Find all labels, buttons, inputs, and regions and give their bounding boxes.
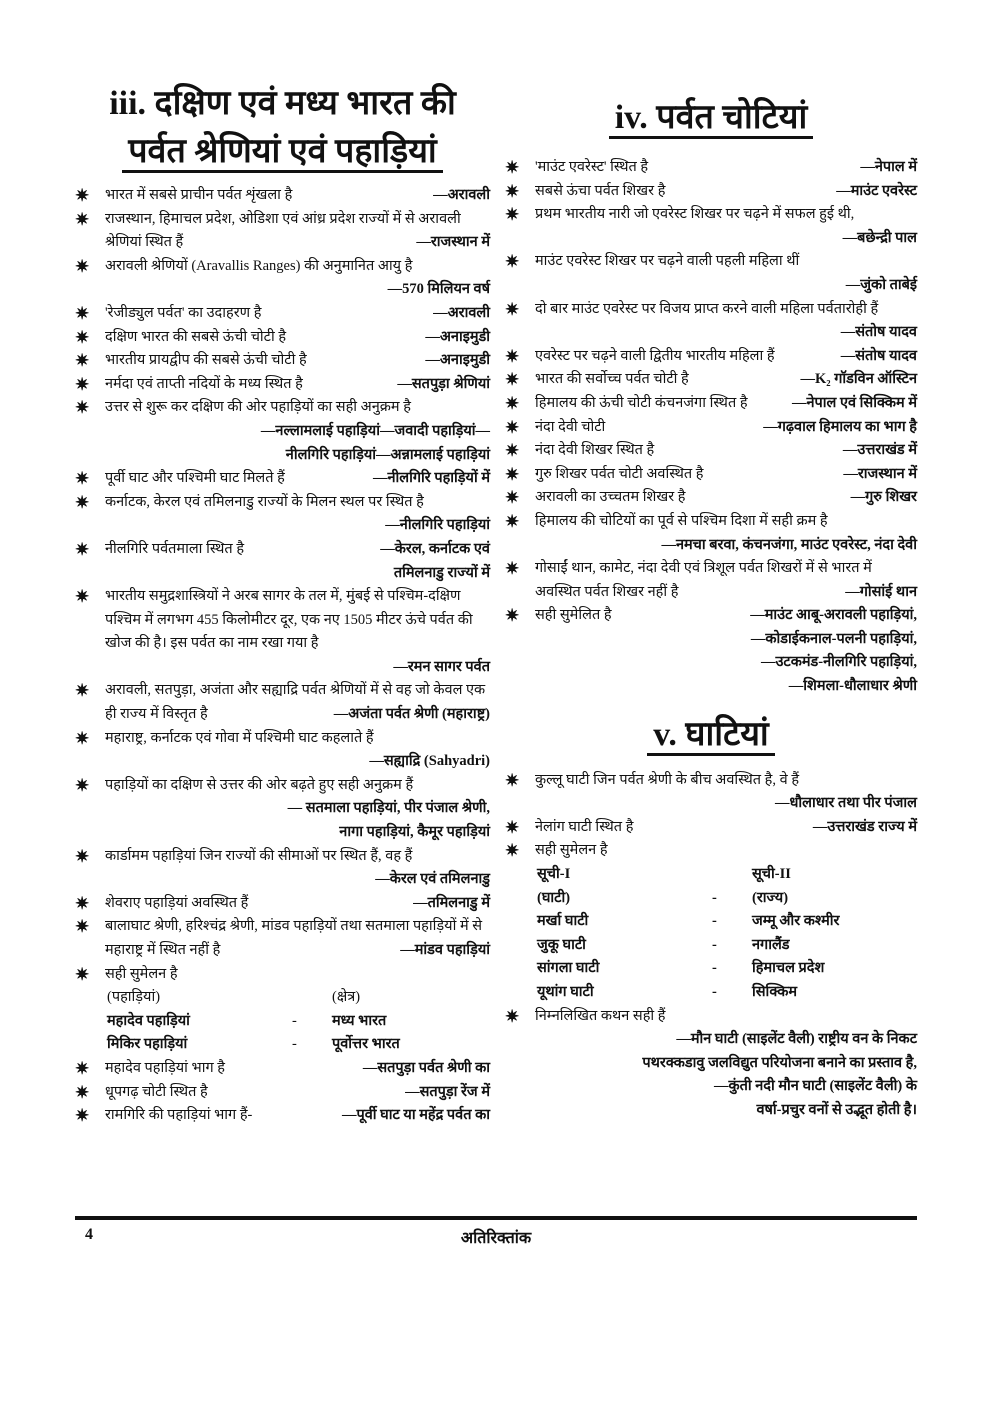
question-text: नेलांग घाटी स्थित है xyxy=(535,818,634,835)
answer-text: —केरल, कर्नाटक एवं xyxy=(380,540,490,557)
star-bullet-icon: ✷ xyxy=(505,559,520,579)
star-bullet-icon: ✷ xyxy=(75,1106,90,1126)
answer-text: —पूर्वी घाट या महेंद्र पर्वत का xyxy=(341,1107,490,1124)
match-cell: जुकू घाटी xyxy=(537,936,586,953)
list-item xyxy=(75,1057,490,1081)
list-item xyxy=(75,538,490,585)
list-item xyxy=(505,839,917,863)
list-item xyxy=(75,326,490,350)
question-text: महाराष्ट्र, कर्नाटक एवं गोवा में पश्चिमी घाट कहलाते हैं xyxy=(105,729,374,746)
question-text: गोसाईं थान, कामेट, नंदा देवी एवं त्रिशूल पर्वत शिखरों में से भारत में अवस्थित पर्वत शिखर नहीं है xyxy=(535,560,872,600)
match-cell: जम्मू और कश्मीर xyxy=(752,913,840,930)
question-text: भारतीय प्रायद्वीप की सबसे ऊंची चोटी है xyxy=(105,352,307,369)
answer-text: —अजंता पर्वत श्रेणी (महाराष्ट्र) xyxy=(333,706,490,723)
answer-line: —सह्याद्रि (Sahyadri) xyxy=(369,753,490,770)
question-text: दो बार माउंट एवरेस्ट पर विजय प्राप्त करने वाली महिला पर्वतारोही हैं xyxy=(535,300,879,317)
list-item xyxy=(505,203,917,250)
question-text: नर्मदा एवं ताप्ती नदियों के मध्य स्थित है xyxy=(105,375,303,392)
list-item xyxy=(505,416,917,440)
answer-line: —नल्लामलाई पहाड़ियां—जवादी पहाड़ियां— xyxy=(260,422,490,439)
star-bullet-icon: ✷ xyxy=(75,1082,90,1102)
question-text: सही सुमेलन है xyxy=(105,965,178,982)
answer-line: —नीलगिरि पहाड़ियां xyxy=(385,517,490,534)
question-text: भारतीय समुद्रशास्त्रियों ने अरब सागर के तल में, मुंबई से पश्चिम-दक्षिण पश्चिम में लगभग 455 किलोमीटर दूर, एक नए 1505 मीटर ऊंचे पर्वत की खोज की है। इस पर्वत का नाम रखा गया है xyxy=(105,588,473,652)
right-item-list xyxy=(505,156,917,699)
match-header-cell: (क्षेत्र) xyxy=(332,989,361,1006)
question-text: रामगिरि की पहाड़ियां भाग हैं- xyxy=(105,1107,253,1124)
list-item xyxy=(505,392,917,416)
question-text: कुल्लू घाटी जिन पर्वत श्रेणी के बीच अवस्थित है, वे हैं xyxy=(535,771,800,788)
list-item xyxy=(505,604,917,698)
star-bullet-icon: ✷ xyxy=(75,256,90,276)
answer-text: —नीलगिरि पहाड़ियों में xyxy=(372,470,490,487)
star-bullet-icon: ✷ xyxy=(505,370,520,390)
star-bullet-icon: ✷ xyxy=(505,441,520,461)
list-item xyxy=(505,557,917,604)
list-item xyxy=(75,491,490,538)
list-item xyxy=(75,727,490,774)
question-text: हिमालय की ऊंची चोटी कंचनजंगा स्थित है xyxy=(535,394,748,411)
star-bullet-icon: ✷ xyxy=(75,775,90,795)
question-text: प्रथम भारतीय नारी जो एवरेस्ट शिखर पर चढ़ने में सफल हुई थी, xyxy=(535,206,855,223)
question-text: गुरु शिखर पर्वत चोटी अवस्थित है xyxy=(535,465,704,482)
match-table xyxy=(75,986,490,1057)
match-header-cell xyxy=(292,986,332,1010)
answer-text: —राजस्थान में xyxy=(416,234,490,251)
answer-line: पथरक्कडावु जलविद्युत परियोजना बनाने का प्रस्ताव है, xyxy=(642,1054,917,1071)
answer-text: —अनाइमुडी xyxy=(425,328,490,345)
match-cell: पूर्वोत्तर भारत xyxy=(332,1036,400,1053)
match-table xyxy=(505,863,917,1005)
answer-text: —माउंट एवरेस्ट xyxy=(836,182,917,199)
answer-text: —माउंट आबू-अरावली पहाड़ियां, xyxy=(750,607,917,624)
star-bullet-icon: ✷ xyxy=(75,374,90,394)
match-cell: - xyxy=(712,889,717,906)
star-bullet-icon: ✷ xyxy=(505,346,520,366)
question-text: कर्नाटक, केरल एवं तमिलनाडु राज्यों के मिलन स्थल पर स्थित है xyxy=(105,493,424,510)
star-bullet-icon: ✷ xyxy=(75,303,90,323)
question-text: अरावली, सतपुड़ा, अजंता और सह्याद्रि पर्वत श्रेणियों में से वह जो केवल एक ही राज्य में विस्तृत है xyxy=(105,682,486,723)
match-cell: - xyxy=(292,1012,297,1029)
star-bullet-icon: ✷ xyxy=(75,398,90,418)
list-item xyxy=(75,208,490,255)
answer-text: —सतपुड़ा पर्वत श्रेणी का xyxy=(362,1059,490,1076)
match-cell: सांगला घाटी xyxy=(537,960,600,977)
list-item xyxy=(75,373,490,397)
footer-divider xyxy=(75,1216,917,1220)
star-bullet-icon: ✷ xyxy=(75,1058,90,1078)
list-item xyxy=(505,298,917,345)
question-text: दक्षिण भारत की सबसे ऊंची चोटी है xyxy=(105,328,287,345)
answer-line: —जुंको ताबेई xyxy=(845,276,917,293)
list-item xyxy=(75,1081,490,1105)
star-bullet-icon: ✷ xyxy=(75,917,90,937)
star-bullet-icon: ✷ xyxy=(75,492,90,512)
question-text: राजस्थान, हिमाचल प्रदेश, ओडिशा एवं आंध्र प्रदेश राज्यों में से अरावली श्रेणियां स्थित हैं xyxy=(105,210,461,251)
list-item xyxy=(505,368,917,392)
match-cell: मिकिर पहाड़ियां xyxy=(107,1036,188,1053)
answer-line: — सतमाला पहाड़ियां, पीर पंजाल श्रेणी, xyxy=(287,800,490,817)
star-bullet-icon: ✷ xyxy=(75,327,90,347)
star-bullet-icon: ✷ xyxy=(75,186,90,205)
footer-label: अतिरिक्तांक xyxy=(460,1230,532,1247)
question-text: पहाड़ियों का दक्षिण से उत्तर की ओर बढ़ते हुए सही अनुक्रम हैं xyxy=(105,776,414,793)
list-item xyxy=(505,1005,917,1123)
star-bullet-icon: ✷ xyxy=(75,681,90,701)
star-bullet-icon: ✷ xyxy=(75,587,90,607)
match-cell: - xyxy=(712,936,717,953)
answer-text: —सतपुड़ा श्रेणियां xyxy=(397,375,490,392)
match-cell: - xyxy=(712,984,717,1000)
match-cell: - xyxy=(712,960,717,977)
list-item xyxy=(505,510,917,557)
match-cell: (घाटी) xyxy=(537,889,571,906)
match-cell: मर्खा घाटी xyxy=(537,913,589,930)
list-item xyxy=(505,816,917,840)
list-item xyxy=(505,769,917,816)
answer-text: —राजस्थान में xyxy=(843,465,917,482)
list-item xyxy=(75,1104,490,1128)
list-item xyxy=(505,345,917,369)
section-title-line: पर्वत श्रेणियां एवं पहाड़ियां xyxy=(122,133,442,173)
list-item xyxy=(75,679,490,726)
list-item xyxy=(75,963,490,987)
answer-line: नागा पहाड़ियां, कैमूर पहाड़ियां xyxy=(339,824,490,841)
star-bullet-icon: ✷ xyxy=(505,181,520,201)
answer-text: —गुरु शिखर xyxy=(850,489,917,506)
list-item xyxy=(505,180,917,204)
list-item xyxy=(75,349,490,373)
question-text: भारत में सबसे प्राचीन पर्वत शृंखला है xyxy=(105,187,293,203)
match-header-cell xyxy=(712,863,752,887)
answer-text: —तमिलनाडु में xyxy=(413,894,490,911)
list-item xyxy=(75,845,490,892)
question-text: निम्नलिखित कथन सही हैं xyxy=(535,1007,666,1024)
section-title-line: iii. दक्षिण एवं मध्य भारत की xyxy=(109,85,456,122)
answer-text: —गोसांई थान xyxy=(845,583,917,600)
star-bullet-icon: ✷ xyxy=(75,728,90,748)
question-text: अरावली का उच्चतम शिखर है xyxy=(535,489,686,506)
list-item xyxy=(75,467,490,491)
star-bullet-icon: ✷ xyxy=(505,606,520,626)
answer-text: —मांडव पहाड़ियां xyxy=(400,942,490,958)
question-text: बालाघाट श्रेणी, हरिश्चंद्र श्रेणी, मांडव पहाड़ियों तथा सतमाला पहाड़ियों में से महाराष्ट्र में स्थित नहीं है xyxy=(105,918,483,958)
answer-text: —K₂ गॉडविन ऑस्टिन xyxy=(800,371,917,388)
question-text: माउंट एवरेस्ट शिखर पर चढ़ने वाली पहली महिला थीं xyxy=(535,253,800,270)
list-item xyxy=(505,156,917,180)
match-cell: यूथांग घाटी xyxy=(537,984,594,1000)
match-cell: - xyxy=(712,913,717,930)
answer-line: तमिलनाडु राज्यों में xyxy=(393,564,490,581)
question-text: सबसे ऊंचा पर्वत शिखर है xyxy=(535,182,666,199)
answer-line: —570 मिलियन वर्ष xyxy=(387,281,490,298)
star-bullet-icon: ✷ xyxy=(505,1006,520,1026)
match-cell: सिक्किम xyxy=(752,984,798,1000)
match-cell: - xyxy=(292,1036,297,1053)
question-text: पूर्वी घाट और पश्चिमी घाट मिलते हैं xyxy=(105,470,285,487)
answer-text: —गढ़वाल हिमालय का भाग है xyxy=(763,418,917,435)
star-bullet-icon: ✷ xyxy=(505,770,520,790)
answer-line: नीलगिरि पहाड़ियां—अन्नामलाई पहाड़ियां xyxy=(285,446,490,463)
section-iii-title xyxy=(75,80,490,176)
star-bullet-icon: ✷ xyxy=(75,893,90,913)
answer-line: —कुंती नदी मौन घाटी (साइलेंट वैली) के xyxy=(713,1078,917,1095)
match-header-cell: (पहाड़ियां) xyxy=(107,989,161,1006)
answer-line: —रमन सागर पर्वत xyxy=(393,658,490,675)
star-bullet-icon: ✷ xyxy=(505,205,520,225)
list-item xyxy=(75,255,490,302)
answer-text: —उत्तराखंड राज्य में xyxy=(812,818,917,835)
star-bullet-icon: ✷ xyxy=(75,469,90,489)
answer-line: —केरल एवं तमिलनाडु xyxy=(375,871,490,888)
question-text: नीलगिरि पर्वतमाला स्थित है xyxy=(105,540,245,557)
list-item xyxy=(75,585,490,679)
answer-line: —बछेन्द्री पाल xyxy=(842,229,917,246)
star-bullet-icon: ✷ xyxy=(75,846,90,866)
section-title-line: iv. पर्वत चोटियां xyxy=(609,99,814,139)
left-item-list xyxy=(75,184,490,963)
answer-line: वर्षा-प्रचुर वनों से उद्भूत होती है। xyxy=(756,1101,917,1118)
question-text: नंदा देवी शिखर स्थित है xyxy=(535,442,655,459)
left-column xyxy=(75,80,490,1128)
right-column xyxy=(505,99,917,1123)
page-number: 4 xyxy=(85,1226,93,1243)
section-iv-title xyxy=(505,94,917,142)
star-bullet-icon: ✷ xyxy=(505,158,520,177)
star-bullet-icon: ✷ xyxy=(505,299,520,319)
list-item xyxy=(75,774,490,845)
list-item xyxy=(75,396,490,467)
question-text: 'रेजीड्युल पर्वत' का उदाहरण है xyxy=(105,304,262,321)
answer-text: —नेपाल एवं सिक्किम में xyxy=(791,394,917,411)
answer-line: —शिमला-धौलाधार श्रेणी xyxy=(788,678,917,695)
answer-text: —अनाइमुडी xyxy=(425,352,490,369)
question-text: धूपगढ़ चोटी स्थित है xyxy=(105,1083,208,1100)
list-item xyxy=(505,486,917,510)
answer-text: —नेपाल में xyxy=(860,159,917,175)
answer-text: —अरावली xyxy=(433,304,490,321)
answer-line: —कोडाईकनाल-पलनी पहाड़ियां, xyxy=(750,630,917,647)
match-cell: हिमाचल प्रदेश xyxy=(752,960,825,977)
star-bullet-icon: ✷ xyxy=(505,488,520,508)
question-text: हिमालय की चोटियों का पूर्व से पश्चिम दिशा में सही क्रम है xyxy=(535,512,828,529)
answer-text: —अरावली xyxy=(433,187,490,203)
match-cell: नगालैंड xyxy=(752,936,790,953)
star-bullet-icon: ✷ xyxy=(505,464,520,484)
list-item xyxy=(505,250,917,297)
answer-line: —धौलाधार तथा पीर पंजाल xyxy=(774,795,917,812)
section-title-line: v. घाटियां xyxy=(647,716,775,756)
question-text: उत्तर से शुरू कर दक्षिण की ओर पहाड़ियों का सही अनुक्रम है xyxy=(105,399,411,416)
star-bullet-icon: ✷ xyxy=(75,351,90,371)
question-text: सही सुमेलित है xyxy=(535,607,612,624)
star-bullet-icon: ✷ xyxy=(75,964,90,984)
question-text: एवरेस्ट पर चढ़ने वाली द्वितीय भारतीय महिला हैं xyxy=(535,347,775,364)
star-bullet-icon: ✷ xyxy=(505,841,520,861)
star-bullet-icon: ✷ xyxy=(75,539,90,559)
answer-line: —मौन घाटी (साइलेंट वैली) राष्ट्रीय वन के निकट xyxy=(676,1031,917,1048)
match-cell: (राज्य) xyxy=(752,889,789,906)
list-item xyxy=(75,892,490,916)
star-bullet-icon: ✷ xyxy=(505,252,520,272)
match-header-cell: सूची-II xyxy=(752,866,791,883)
valley-item-list xyxy=(505,769,917,840)
question-text: नंदा देवी चोटी xyxy=(535,418,606,435)
answer-text: —संतोष यादव xyxy=(840,347,917,364)
star-bullet-icon: ✷ xyxy=(505,511,520,531)
match-cell: महादेव पहाड़ियां xyxy=(107,1012,190,1029)
question-text: कार्डामम पहाड़ियां जिन राज्यों की सीमाओं पर स्थित हैं, वह हैं xyxy=(105,847,413,864)
left-item-list-2 xyxy=(75,1057,490,1128)
list-item xyxy=(75,915,490,962)
list-item xyxy=(505,439,917,463)
question-text: शेवराए पहाड़ियां अवस्थित हैं xyxy=(105,894,249,911)
final-item xyxy=(505,1005,917,1123)
match-header-cell: सूची-I xyxy=(537,866,571,883)
star-bullet-icon: ✷ xyxy=(505,417,520,437)
list-item xyxy=(505,463,917,487)
list-item xyxy=(75,184,490,208)
answer-text: —उत्तराखंड में xyxy=(842,442,917,459)
star-bullet-icon: ✷ xyxy=(505,393,520,413)
answer-line: —संतोष यादव xyxy=(840,324,917,341)
answer-text: —सतपुड़ा रेंज में xyxy=(405,1083,490,1100)
answer-line: —उटकमंड-नीलगिरि पहाड़ियां, xyxy=(760,654,917,671)
match-cell: मध्य भारत xyxy=(332,1012,387,1029)
list-item xyxy=(75,302,490,326)
star-bullet-icon: ✷ xyxy=(505,817,520,837)
star-bullet-icon: ✷ xyxy=(75,209,90,229)
question-text: अरावली श्रेणियों (Aravallis Ranges) की अनुमानित आयु है xyxy=(105,257,413,274)
question-text: भारत की सर्वोच्च पर्वत चोटी है xyxy=(535,371,689,388)
question-text: सही सुमेलन है xyxy=(535,842,608,859)
answer-line: —नमचा बरवा, कंचनजंगा, माउंट एवरेस्ट, नंदा देवी xyxy=(661,536,917,553)
question-text: 'माउंट एवरेस्ट' स्थित है xyxy=(535,159,649,175)
question-text: महादेव पहाड़ियां भाग है xyxy=(105,1059,225,1076)
section-v-title xyxy=(505,711,917,759)
